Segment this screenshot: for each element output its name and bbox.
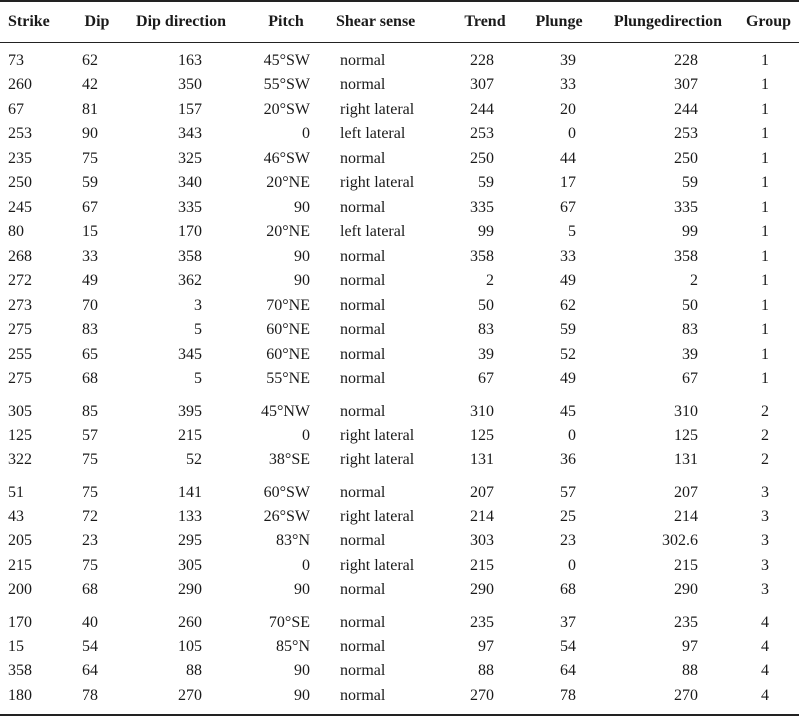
table-row	[0, 529, 799, 554]
table-row	[0, 98, 799, 123]
cell-group: 1	[761, 272, 769, 290]
cell-group: 3	[761, 483, 769, 501]
cell-dip-direction: 5	[194, 321, 202, 339]
cell-group: 4	[738, 684, 799, 715]
table-row	[0, 73, 799, 98]
cell-plunge: 67	[560, 198, 576, 216]
cell-strike: 200	[8, 581, 32, 599]
cell-trend: 253	[470, 125, 494, 143]
cell-shear-sense: right lateral	[340, 451, 415, 469]
cell-dip-direction: 170	[178, 223, 202, 241]
cell-group: 2	[761, 402, 769, 420]
cell-strike: 180	[0, 684, 72, 715]
cell-shear-sense: normal	[332, 684, 450, 715]
table-row	[0, 659, 799, 684]
cell-pitch: 60°SW	[263, 483, 310, 501]
header-group: Group	[738, 1, 799, 42]
cell-pitch: 20°NE	[266, 223, 310, 241]
cell-plunge-direction: 253	[674, 125, 698, 143]
cell-group: 1	[761, 345, 769, 363]
cell-plunge-direction: 50	[682, 296, 698, 314]
cell-pitch: 60°NE	[266, 321, 310, 339]
cell-trend: 2	[486, 272, 494, 290]
cell-trend: 131	[470, 451, 494, 469]
cell-strike: 245	[8, 198, 32, 216]
cell-dip-direction: 215	[178, 426, 202, 444]
cell-plunge-direction: 335	[674, 198, 698, 216]
cell-plunge-direction: 358	[674, 247, 698, 265]
cell-plunge: 0	[568, 556, 576, 574]
table-row	[0, 294, 799, 319]
cell-strike: 358	[8, 662, 32, 680]
cell-dip: 75	[82, 451, 98, 469]
cell-plunge-direction: 125	[674, 426, 698, 444]
cell-dip-direction: 157	[178, 100, 202, 118]
cell-group: 1	[761, 370, 769, 388]
cell-pitch: 83°N	[276, 532, 310, 550]
cell-group: 1	[761, 223, 769, 241]
cell-group: 1	[761, 247, 769, 265]
cell-strike: 80	[8, 223, 24, 241]
cell-plunge: 37	[560, 613, 576, 631]
cell-dip: 59	[82, 174, 98, 192]
table-row	[0, 554, 799, 579]
cell-pitch: 55°NE	[266, 370, 310, 388]
table-row	[0, 220, 799, 245]
cell-dip: 49	[82, 272, 98, 290]
cell-plunge: 78	[520, 684, 598, 715]
cell-dip-direction: 141	[178, 483, 202, 501]
cell-dip-direction: 343	[178, 125, 202, 143]
cell-shear-sense: normal	[340, 483, 386, 501]
cell-trend: 97	[478, 637, 494, 655]
cell-dip: 70	[82, 296, 98, 314]
cell-plunge-direction: 207	[674, 483, 698, 501]
cell-shear-sense: normal	[340, 637, 386, 655]
header-plunge-direction: Plungedirection	[598, 1, 738, 42]
table-row	[0, 505, 799, 530]
header-strike: Strike	[0, 1, 72, 42]
cell-strike: 268	[8, 247, 32, 265]
cell-plunge-direction: 214	[674, 507, 698, 525]
cell-dip: 23	[82, 532, 98, 550]
cell-dip: 83	[82, 321, 98, 339]
cell-plunge: 68	[560, 581, 576, 599]
cell-plunge-direction: 97	[682, 637, 698, 655]
cell-strike: 253	[8, 125, 32, 143]
header-pitch: Pitch	[240, 1, 332, 42]
cell-pitch: 90	[294, 581, 310, 599]
cell-trend: 207	[470, 483, 494, 501]
cell-strike: 305	[8, 402, 32, 420]
cell-dip: 85	[82, 402, 98, 420]
cell-group: 2	[761, 426, 769, 444]
header-shear-sense: Shear sense	[332, 1, 450, 42]
header-plunge: Plunge	[520, 1, 598, 42]
cell-strike: 15	[8, 637, 24, 655]
cell-trend: 310	[470, 402, 494, 420]
cell-group: 1	[761, 51, 769, 69]
cell-group: 4	[761, 613, 769, 631]
cell-strike: 170	[8, 613, 32, 631]
table-row	[0, 473, 799, 505]
cell-dip: 62	[82, 51, 98, 69]
cell-plunge: 0	[568, 125, 576, 143]
cell-plunge: 33	[560, 247, 576, 265]
cell-trend: 67	[478, 370, 494, 388]
cell-dip: 15	[82, 223, 98, 241]
cell-group: 1	[761, 321, 769, 339]
cell-pitch: 90	[294, 662, 310, 680]
table-row	[0, 196, 799, 221]
cell-pitch: 55°SW	[263, 76, 310, 94]
table-row	[0, 147, 799, 172]
cell-dip: 75	[82, 149, 98, 167]
cell-trend: 235	[470, 613, 494, 631]
cell-dip: 72	[82, 507, 98, 525]
cell-strike: 255	[8, 345, 32, 363]
cell-plunge-direction: 307	[674, 76, 698, 94]
cell-plunge-direction: 2	[690, 272, 698, 290]
cell-shear-sense: left lateral	[340, 223, 406, 241]
cell-group: 1	[761, 198, 769, 216]
table-row	[0, 318, 799, 343]
cell-dip: 33	[82, 247, 98, 265]
cell-pitch: 85°N	[276, 637, 310, 655]
cell-shear-sense: normal	[340, 321, 386, 339]
header-dip: Dip	[72, 1, 122, 42]
cell-pitch: 90	[294, 198, 310, 216]
cell-plunge: 0	[568, 426, 576, 444]
cell-strike: 273	[8, 296, 32, 314]
cell-pitch: 45°NW	[260, 402, 310, 420]
cell-dip-direction: 3	[194, 296, 202, 314]
table-row	[0, 343, 799, 368]
cell-pitch: 90	[240, 684, 332, 715]
table-row	[0, 42, 799, 73]
cell-plunge-direction: 250	[674, 149, 698, 167]
cell-pitch: 26°SW	[263, 507, 310, 525]
cell-dip: 42	[82, 76, 98, 94]
table-row	[0, 684, 799, 715]
table-row	[0, 635, 799, 660]
cell-dip-direction: 358	[178, 247, 202, 265]
cell-trend: 244	[470, 100, 494, 118]
cell-group: 3	[761, 507, 769, 525]
cell-dip: 54	[82, 637, 98, 655]
cell-strike: 260	[8, 76, 32, 94]
cell-group: 1	[761, 125, 769, 143]
cell-plunge: 20	[560, 100, 576, 118]
cell-strike: 272	[8, 272, 32, 290]
cell-plunge-direction: 39	[682, 345, 698, 363]
cell-strike: 275	[8, 370, 32, 388]
cell-dip-direction: 350	[178, 76, 202, 94]
cell-strike: 205	[8, 532, 32, 550]
cell-strike: 43	[8, 507, 24, 525]
cell-plunge-direction: 83	[682, 321, 698, 339]
table-row	[0, 448, 799, 473]
cell-strike: 125	[8, 426, 32, 444]
cell-plunge-direction: 67	[682, 370, 698, 388]
cell-plunge-direction: 99	[682, 223, 698, 241]
cell-pitch: 90	[294, 247, 310, 265]
cell-dip-direction: 362	[178, 272, 202, 290]
cell-pitch: 46°SW	[263, 149, 310, 167]
cell-dip-direction: 290	[178, 581, 202, 599]
cell-plunge-direction: 244	[674, 100, 698, 118]
cell-plunge-direction: 215	[674, 556, 698, 574]
cell-dip: 81	[82, 100, 98, 118]
cell-trend: 88	[478, 662, 494, 680]
cell-plunge: 5	[568, 223, 576, 241]
cell-plunge-direction: 302.6	[662, 532, 698, 550]
table-row	[0, 269, 799, 294]
cell-dip-direction: 335	[178, 198, 202, 216]
cell-group: 1	[761, 100, 769, 118]
cell-shear-sense: normal	[340, 532, 386, 550]
cell-dip: 68	[82, 370, 98, 388]
cell-strike: 250	[8, 174, 32, 192]
cell-group: 1	[761, 76, 769, 94]
table-row	[0, 122, 799, 147]
cell-trend: 335	[470, 198, 494, 216]
cell-plunge-direction: 228	[674, 51, 698, 69]
table-row	[0, 367, 799, 392]
cell-plunge: 57	[560, 483, 576, 501]
cell-plunge: 36	[560, 451, 576, 469]
cell-plunge-direction: 310	[674, 402, 698, 420]
cell-trend: 39	[478, 345, 494, 363]
cell-group: 1	[761, 149, 769, 167]
cell-shear-sense: normal	[340, 76, 386, 94]
cell-dip: 57	[82, 426, 98, 444]
table-row	[0, 245, 799, 270]
header-dip-direction: Dip direction	[122, 1, 240, 42]
cell-plunge: 62	[560, 296, 576, 314]
cell-plunge: 39	[560, 51, 576, 69]
cell-plunge: 49	[560, 370, 576, 388]
table-row	[0, 603, 799, 635]
cell-pitch: 45°SW	[263, 51, 310, 69]
cell-shear-sense: normal	[340, 247, 386, 265]
cell-dip: 75	[82, 483, 98, 501]
cell-shear-sense: normal	[340, 662, 386, 680]
cell-strike: 235	[8, 149, 32, 167]
cell-plunge: 59	[560, 321, 576, 339]
cell-pitch: 60°NE	[266, 345, 310, 363]
cell-dip-direction: 52	[186, 451, 202, 469]
cell-shear-sense: normal	[340, 402, 386, 420]
cell-trend: 50	[478, 296, 494, 314]
cell-plunge: 23	[560, 532, 576, 550]
cell-shear-sense: right lateral	[340, 174, 415, 192]
cell-shear-sense: normal	[340, 272, 386, 290]
cell-pitch: 70°SE	[268, 613, 310, 631]
cell-plunge-direction: 270	[598, 684, 738, 715]
cell-shear-sense: normal	[340, 296, 386, 314]
cell-dip-direction: 105	[178, 637, 202, 655]
cell-dip-direction: 88	[186, 662, 202, 680]
cell-strike: 51	[8, 483, 24, 501]
cell-dip: 40	[82, 613, 98, 631]
cell-dip-direction: 395	[178, 402, 202, 420]
cell-plunge-direction: 131	[674, 451, 698, 469]
cell-dip-direction: 5	[194, 370, 202, 388]
cell-dip: 64	[82, 662, 98, 680]
cell-plunge: 54	[560, 637, 576, 655]
cell-trend: 228	[470, 51, 494, 69]
table-body	[0, 42, 799, 715]
cell-dip: 90	[82, 125, 98, 143]
cell-shear-sense: normal	[340, 581, 386, 599]
cell-plunge: 25	[560, 507, 576, 525]
cell-shear-sense: normal	[340, 149, 386, 167]
cell-trend: 214	[470, 507, 494, 525]
table-header	[0, 1, 799, 42]
cell-pitch: 0	[302, 125, 310, 143]
cell-shear-sense: left lateral	[340, 125, 406, 143]
cell-dip-direction: 295	[178, 532, 202, 550]
cell-pitch: 20°SW	[263, 100, 310, 118]
cell-group: 3	[761, 556, 769, 574]
cell-trend: 303	[470, 532, 494, 550]
cell-pitch: 70°NE	[266, 296, 310, 314]
table-row	[0, 578, 799, 603]
header-trend: Trend	[450, 1, 520, 42]
cell-shear-sense: right lateral	[340, 100, 415, 118]
cell-group: 4	[761, 637, 769, 655]
cell-plunge-direction: 290	[674, 581, 698, 599]
cell-dip-direction: 340	[178, 174, 202, 192]
table-row	[0, 424, 799, 449]
cell-shear-sense: right lateral	[340, 556, 415, 574]
cell-trend: 125	[470, 426, 494, 444]
cell-trend: 99	[478, 223, 494, 241]
cell-group: 1	[761, 296, 769, 314]
cell-plunge-direction: 88	[682, 662, 698, 680]
cell-strike: 322	[8, 451, 32, 469]
cell-pitch: 90	[294, 272, 310, 290]
cell-shear-sense: normal	[340, 370, 386, 388]
cell-plunge-direction: 235	[674, 613, 698, 631]
cell-trend: 290	[470, 581, 494, 599]
cell-dip-direction: 325	[178, 149, 202, 167]
cell-trend: 270	[450, 684, 520, 715]
cell-shear-sense: right lateral	[340, 507, 415, 525]
cell-group: 2	[761, 451, 769, 469]
cell-pitch: 0	[302, 426, 310, 444]
cell-trend: 83	[478, 321, 494, 339]
cell-plunge: 45	[560, 402, 576, 420]
cell-strike: 67	[8, 100, 24, 118]
cell-plunge: 64	[560, 662, 576, 680]
cell-shear-sense: right lateral	[340, 426, 415, 444]
cell-pitch: 20°NE	[266, 174, 310, 192]
cell-dip-direction: 163	[178, 51, 202, 69]
cell-dip: 68	[82, 581, 98, 599]
cell-trend: 307	[470, 76, 494, 94]
cell-plunge: 17	[560, 174, 576, 192]
cell-strike: 275	[8, 321, 32, 339]
cell-plunge: 33	[560, 76, 576, 94]
cell-group: 4	[761, 662, 769, 680]
cell-trend: 250	[470, 149, 494, 167]
cell-pitch: 38°SE	[268, 451, 310, 469]
cell-shear-sense: normal	[340, 345, 386, 363]
cell-dip: 75	[82, 556, 98, 574]
cell-group: 3	[761, 532, 769, 550]
cell-group: 1	[761, 174, 769, 192]
cell-shear-sense: normal	[340, 198, 386, 216]
cell-dip-direction: 345	[178, 345, 202, 363]
header-row	[0, 1, 799, 42]
cell-group: 3	[761, 581, 769, 599]
cell-strike: 73	[8, 51, 24, 69]
cell-trend: 215	[470, 556, 494, 574]
cell-plunge: 49	[560, 272, 576, 290]
table-row	[0, 392, 799, 424]
cell-dip-direction: 305	[178, 556, 202, 574]
cell-trend: 59	[478, 174, 494, 192]
cell-trend: 358	[470, 247, 494, 265]
cell-plunge: 44	[560, 149, 576, 167]
cell-dip-direction: 133	[178, 507, 202, 525]
cell-strike: 215	[8, 556, 32, 574]
cell-dip: 67	[82, 198, 98, 216]
table-row	[0, 171, 799, 196]
cell-dip: 65	[82, 345, 98, 363]
cell-dip: 78	[72, 684, 122, 715]
cell-shear-sense: normal	[340, 51, 386, 69]
cell-pitch: 0	[302, 556, 310, 574]
cell-plunge-direction: 59	[682, 174, 698, 192]
cell-shear-sense: normal	[340, 613, 386, 631]
cell-dip-direction: 270	[122, 684, 240, 715]
cell-dip-direction: 260	[178, 613, 202, 631]
cell-plunge: 52	[560, 345, 576, 363]
